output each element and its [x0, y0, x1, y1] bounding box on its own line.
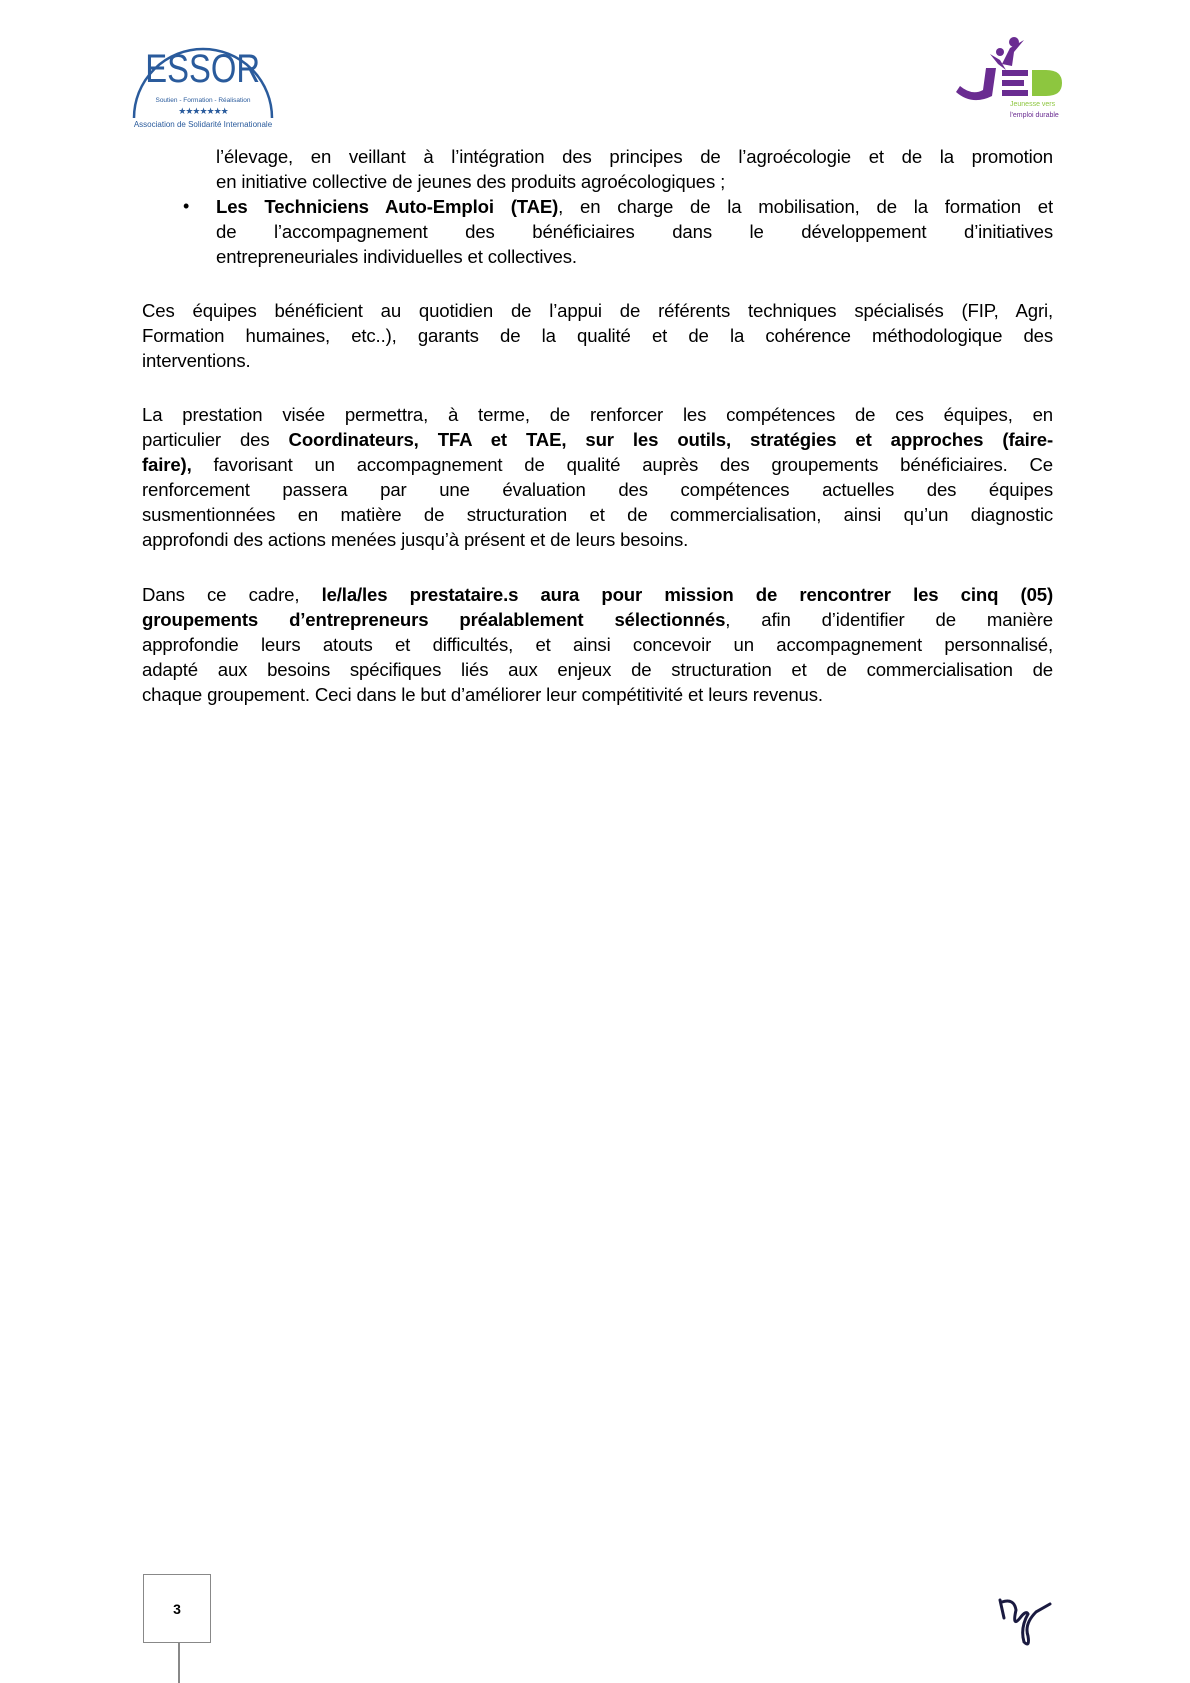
text: susmentionnées en matière de structuration et de commercialisation, ainsi qu’un diagnostic [142, 504, 1053, 525]
text: adapté aux besoins spécifiques liés aux enjeux de structuration et de commercialisation de [142, 659, 1053, 680]
text: interventions. [142, 350, 251, 371]
text-line [142, 682, 1053, 707]
text-line [142, 632, 1053, 657]
bold-text: Les Techniciens Auto-Emploi (TAE) [216, 196, 559, 217]
essor-logo [128, 18, 278, 139]
text: , afin d’identifier de manière [725, 609, 1053, 630]
text: Dans ce cadre, [142, 584, 322, 605]
text-line [142, 323, 1053, 348]
text-line [142, 348, 1053, 373]
bold-text: Coordinateurs, TFA et TAE, sur les outils, stratégies et approches (faire- [288, 429, 1053, 450]
page-number: 3 [173, 1600, 181, 1617]
text: approfondie leurs atouts et difficultés, et ainsi concevoir un accompagnement personnalisé, [142, 634, 1053, 655]
text-line [142, 607, 1053, 632]
text-line [216, 194, 1053, 219]
text-line [216, 144, 1053, 169]
text: , en charge de la mobilisation, de la formation et [558, 196, 1053, 217]
text-line [216, 244, 1053, 269]
text-line [142, 657, 1053, 682]
text: Ces équipes bénéficient au quotidien de l’appui de référents techniques spécialisés (FIP, Agri, [142, 300, 1053, 321]
essor-logo-subtitle: Association de Solidarité Internationale [133, 120, 273, 129]
text-line [142, 527, 1053, 552]
jed-tagline-1: Jeunesse vers [1010, 101, 1056, 108]
text: entrepreneuriales individuelles et collectives. [216, 246, 577, 267]
text: renforcement passera par une évaluation des compétences actuelles des équipes [142, 479, 1053, 500]
text-line [142, 477, 1053, 502]
text-line [142, 298, 1053, 323]
jed-tagline-2: l'emploi durable [1010, 112, 1059, 119]
text-line [142, 427, 1053, 452]
jed-logo [952, 34, 1082, 125]
text: La prestation visée permettra, à terme, de renforcer les compétences de ces équipes, en [142, 404, 1053, 425]
bold-text: le/la/les prestataire.s aura pour mission de rencontrer les cinq (05) [321, 584, 1053, 605]
text-line [142, 452, 1053, 477]
text: de l’accompagnement des bénéficiaires dans le développement d’initiatives [216, 221, 1053, 242]
text-line [142, 502, 1053, 527]
text: favorisant un accompagnement de qualité auprès des groupements bénéficiaires. Ce [191, 454, 1053, 475]
text-line [216, 219, 1053, 244]
page-number-box [143, 1574, 211, 1643]
text: particulier des [142, 429, 289, 450]
text: approfondi des actions menées jusqu’à présent et de leurs besoins. [142, 529, 689, 550]
text-line [142, 582, 1053, 607]
text-line [142, 402, 1053, 427]
signature-image [990, 1588, 1060, 1658]
page-number-connector [178, 1643, 180, 1683]
bold-text: groupements d’entrepreneurs préalablement sélectionnés [142, 609, 726, 630]
bold-text: faire), [142, 454, 192, 475]
bullet-icon: • [183, 196, 190, 216]
essor-stars-icon: ★★★★★★★ [178, 106, 228, 116]
text: Formation humaines, etc..), garants de la qualité et de la cohérence méthodologique des [142, 325, 1053, 346]
text: chaque groupement. Ceci dans le but d’améliorer leur compétitivité et leurs revenus. [142, 684, 823, 705]
text: en initiative collective de jeunes des produits agroécologiques ; [216, 171, 726, 192]
essor-logo-name: ESSOR [145, 45, 261, 91]
essor-logo-tagline: Soutien - Formation - Réalisation [155, 97, 251, 104]
text-line [216, 169, 1053, 194]
text: l’élevage, en veillant à l’intégration des principes de l’agroécologie et de la promotion [216, 146, 1053, 167]
